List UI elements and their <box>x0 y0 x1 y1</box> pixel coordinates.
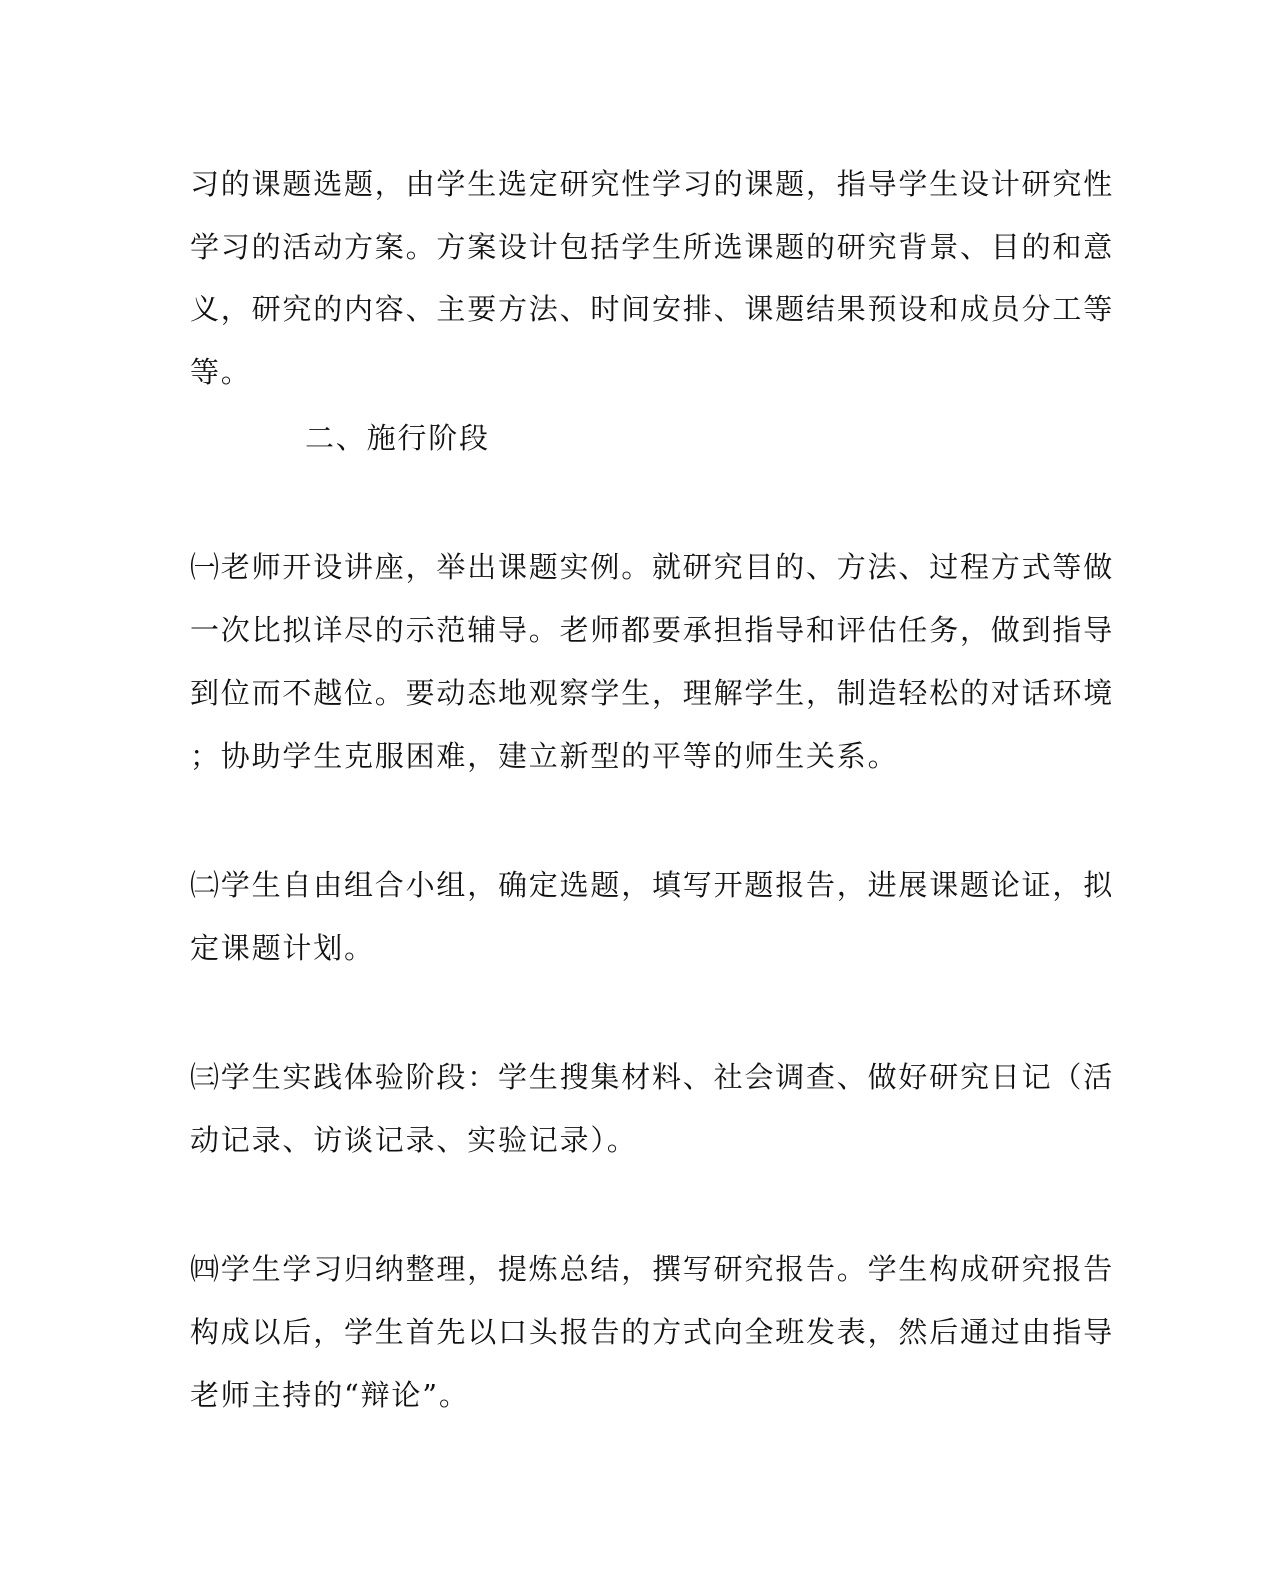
item-2-line-1: ㈡学生自由组合小组，确定选题，填写开题报告，进展课题论证，拟 <box>190 868 1115 902</box>
item-4-line-2: 构成以后，学生首先以口头报告的方式向全班发表，然后通过由指导 <box>190 1315 1115 1349</box>
item-4-line-3: 老师主持的“辩论”。 <box>190 1378 470 1412</box>
item-4-line-1: ㈣学生学习归纳整理，提炼总结，撰写研究报告。学生构成研究报告 <box>190 1252 1115 1286</box>
intro-line-4: 等。 <box>190 355 252 389</box>
item-1-line-4: ；协助学生克服困难，建立新型的平等的师生关系。 <box>190 739 899 773</box>
item-1-line-1: ㈠老师开设讲座，举出课题实例。就研究目的、方法、过程方式等做 <box>190 550 1115 584</box>
intro-line-3: 义，研究的内容、主要方法、时间安排、课题结果预设和成员分工等 <box>190 292 1115 326</box>
intro-line-2: 学习的活动方案。方案设计包括学生所选课题的研究背景、目的和意 <box>190 230 1115 264</box>
intro-line-1: 习的课题选题，由学生选定研究性学习的课题，指导学生设计研究性 <box>190 167 1115 201</box>
item-3-line-2: 动记录、访谈记录、实验记录）。 <box>190 1123 638 1157</box>
item-1-line-2: 一次比拟详尽的示范辅导。老师都要承担指导和评估任务，做到指导 <box>190 613 1115 647</box>
section-heading: 二、施行阶段 <box>305 421 490 455</box>
item-2-line-2: 定课题计划。 <box>190 931 375 965</box>
item-3-line-1: ㈢学生实践体验阶段：学生搜集材料、社会调查、做好研究日记（活 <box>190 1060 1115 1094</box>
item-1-line-3: 到位而不越位。要动态地观察学生，理解学生，制造轻松的对话环境 <box>190 676 1115 710</box>
